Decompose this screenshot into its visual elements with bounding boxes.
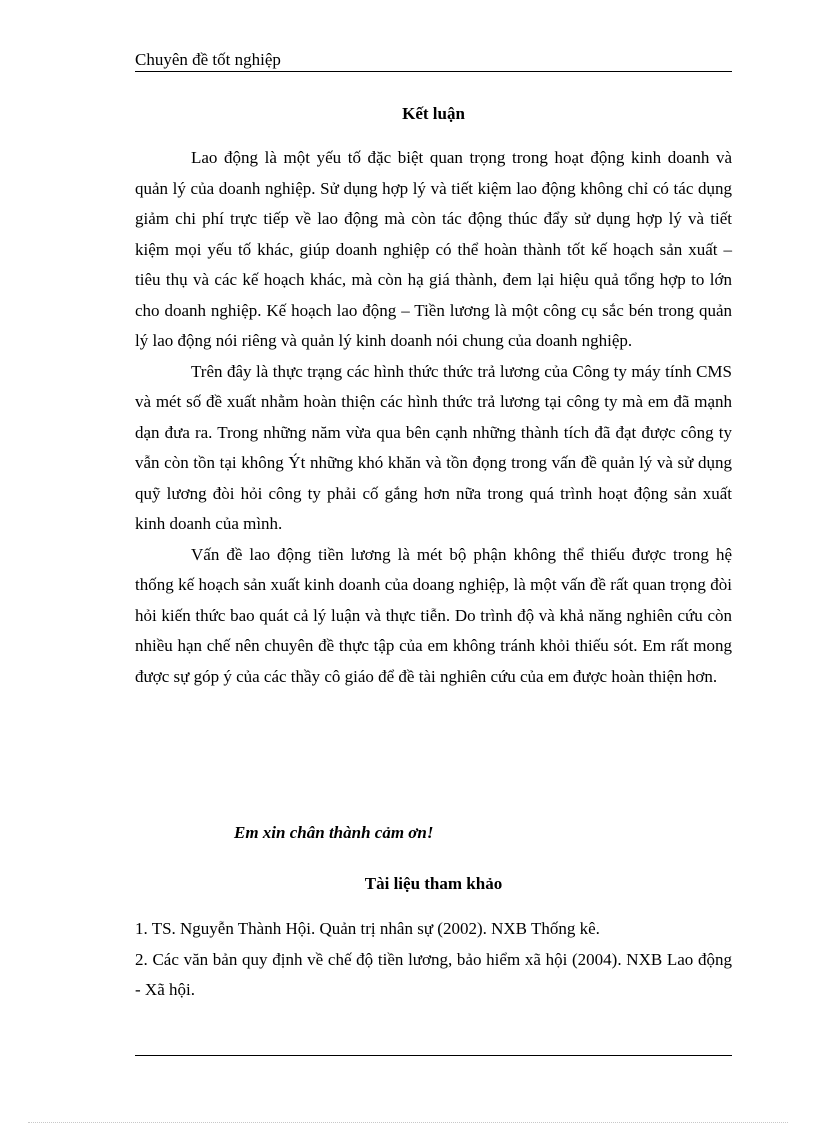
reference-item: 1. TS. Nguyễn Thành Hội. Quản trị nhân sự (2002). NXB Thống kê.	[135, 919, 600, 938]
thanks-line: Em xin chân thành cảm ơn!	[234, 823, 434, 842]
conclusion-body	[135, 143, 732, 692]
conclusion-paragraph-3: Vấn đề lao động tiền lương là mét bộ phận không thể thiếu được trong hệ thống kế hoạch sản xuất kinh doanh của doang nghiệp, là một vấn đề rất quan trọng đòi hỏi kiến thức bao quát cả lý luận và thực tiễn. Do trình độ và khả năng nghiên cứu còn nhiều hạn chế nên chuyên đề thực tập của em không tránh khỏi thiếu sót. Em rất mong được sự góp ý của các thầy cô giáo để đề tài nghiên cứu của em được hoàn thiện hơn.	[135, 544, 732, 686]
page-header: Chuyên đề tốt nghiệp	[135, 50, 732, 72]
conclusion-paragraph-1: Lao động là một yếu tố đặc biệt quan trọng trong hoạt động kinh doanh và quản lý của doanh nghiệp. Sử dụng hợp lý và tiết kiệm lao động không chỉ có tác dụng giảm chi phí trực tiếp về lao động mà còn tác động thúc đẩy sử dụng hợp lý và tiết kiệm mọi yếu tố khác, giúp doanh nghiệp có thể hoàn thành tốt kế hoạch sản xuất – tiêu thụ và các kế hoạch khác, mà còn hạ giá thành, đem lại hiệu quả tổng hợp to lớn cho doanh nghiệp. Kế hoạch lao động – Tiền lương là một công cụ sắc bén trong quản lý lao động nói riêng và quản lý kinh doanh nói chung của doanh nghiệp.	[135, 148, 732, 350]
footer-divider	[135, 1055, 732, 1056]
references-heading: Tài liệu tham khảo	[364, 874, 503, 893]
conclusion-heading: Kết luận	[402, 104, 465, 123]
conclusion-paragraph-2: Trên đây là thực trạng các hình thức thức trả lương của Công ty máy tính CMS và mét số đề xuất nhằm hoàn thiện các hình thức trả lương tại công ty mà em đã mạnh dạn đưa ra. Trong những năm vừa qua bên cạnh những thành tích đã đạt được công ty vẫn còn tồn tại không Ýt những khó khăn và tồn đọng trong vấn đề quản lý và sử dụng quỹ lương đòi hỏi công ty phải cố gắng hơn nữa trong quá trình hoạt động sản xuất kinh doanh của mình.	[135, 361, 732, 533]
reference-item: 2. Các văn bản quy định về chế độ tiền lương, bảo hiểm xã hội (2004). NXB Lao động - Xã hội.	[135, 949, 732, 999]
references-list	[135, 914, 732, 1006]
